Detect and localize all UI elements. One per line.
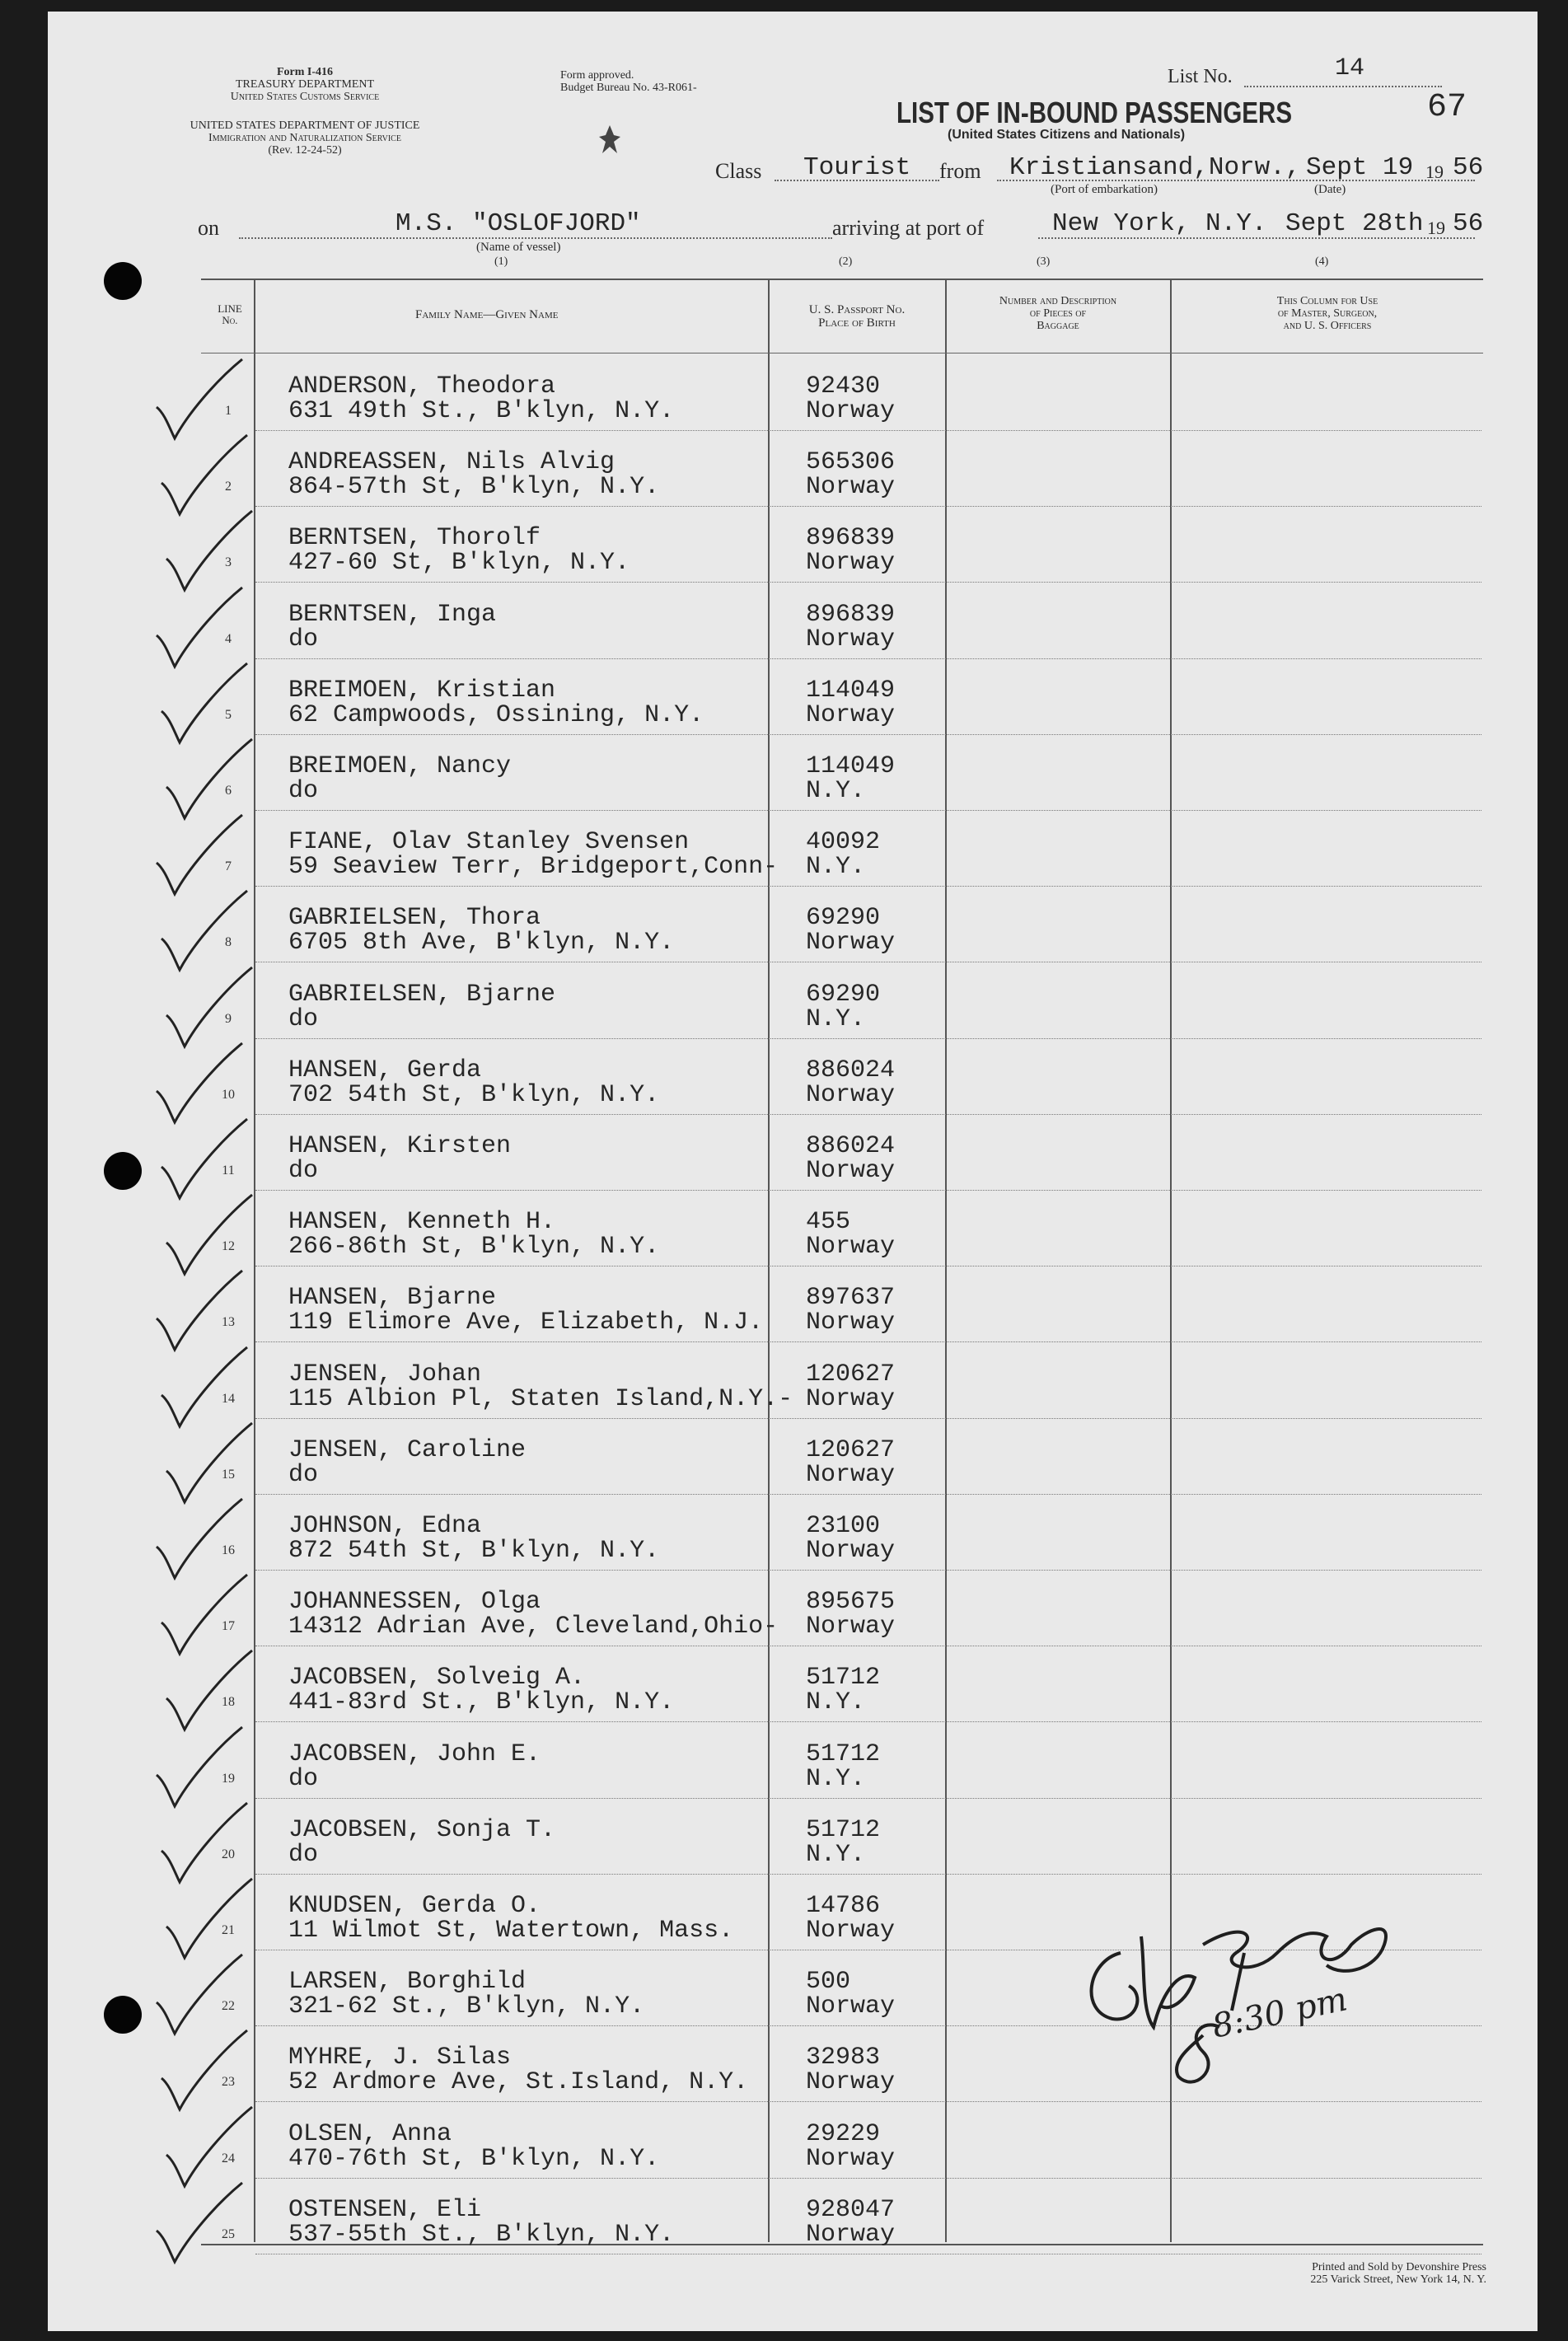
line-number: 9 <box>225 1011 232 1026</box>
place-of-birth: N.Y. <box>806 1764 866 1793</box>
row-divider <box>255 1874 1481 1875</box>
row-divider <box>255 1114 1481 1115</box>
col-header-baggage-1: Number and Description <box>999 295 1117 307</box>
line-number: 5 <box>225 707 232 722</box>
class-value: Tourist <box>803 153 911 182</box>
passport-number: 51712 <box>806 1739 881 1768</box>
passenger-address: 52 Ardmore Ave, St.Island, N.Y. <box>288 2068 749 2097</box>
checkmark-stroke <box>157 1271 242 1350</box>
passenger-name: MYHRE, J. Silas <box>288 2044 512 2072</box>
line-number: 23 <box>222 2075 235 2090</box>
list-no-dotted <box>1244 86 1442 87</box>
col-header-baggage-2: of Pieces of <box>1029 307 1087 320</box>
passport-number: 886024 <box>806 1132 896 1160</box>
passport-number: 896839 <box>806 524 896 553</box>
place-of-birth: Norway <box>806 2220 896 2249</box>
line-number: 19 <box>222 1771 235 1786</box>
row-divider <box>255 1494 1481 1495</box>
col-header-line-2: No. <box>222 314 238 326</box>
port-caption: (Port of embarkation) <box>1051 183 1158 196</box>
col-header-line-1: LINE <box>218 302 242 315</box>
row-divider <box>255 1798 1481 1799</box>
passport-number: 14786 <box>806 1892 881 1920</box>
vessel-col-number: (1) <box>494 255 508 268</box>
col-header-passport-2: Place of Birth <box>818 316 896 330</box>
passenger-name: JACOBSEN, John E. <box>288 1739 541 1768</box>
embark-year-prefix: 19 <box>1425 162 1444 182</box>
checkmark-stroke <box>166 1650 252 1730</box>
line-number: 2 <box>225 480 232 494</box>
passenger-address: 266-86th St, B'klyn, N.Y. <box>288 1233 660 1262</box>
place-of-birth: Norway <box>806 1613 896 1641</box>
place-of-birth: Norway <box>806 2144 896 2173</box>
passport-number: 896839 <box>806 600 896 629</box>
ins: Immigration and Naturalization Service <box>208 132 401 144</box>
passenger-address: 11 Wilmot St, Watertown, Mass. <box>288 1917 734 1945</box>
passenger-name: HANSEN, Gerda <box>288 1056 482 1084</box>
arrival-year-prefix: 19 <box>1427 218 1445 238</box>
checkmark-stroke <box>161 435 247 514</box>
place-of-birth: Norway <box>806 1537 896 1565</box>
place-of-birth: Norway <box>806 2068 896 2097</box>
line-number: 3 <box>225 555 232 570</box>
passport-number: 500 <box>806 1968 851 1997</box>
form-approved <box>560 69 697 94</box>
class-label: Class <box>715 159 762 183</box>
passenger-name: ANDERSON, Theodora <box>288 372 556 400</box>
passport-number: 565306 <box>806 448 896 477</box>
justice-header <box>190 119 420 157</box>
line-number: 13 <box>222 1315 235 1330</box>
col-header-baggage <box>948 295 1168 332</box>
passport-number: 928047 <box>806 2195 896 2224</box>
row-divider <box>255 1038 1481 1039</box>
col-header-officers <box>1172 295 1482 332</box>
row-divider <box>255 1341 1481 1342</box>
checkmark-stroke <box>157 359 242 438</box>
approved-text: Form approved. <box>560 69 634 82</box>
passenger-name: JACOBSEN, Sonja T. <box>288 1815 556 1844</box>
passport-number: 120627 <box>806 1360 896 1388</box>
arrival-year: 56 <box>1453 209 1484 238</box>
row-divider <box>255 506 1481 507</box>
checkmark-stroke <box>161 663 247 742</box>
place-of-birth: N.Y. <box>806 1840 866 1869</box>
checkmark-stroke <box>157 588 242 667</box>
passport-number: 895675 <box>806 1588 896 1617</box>
place-of-birth: Norway <box>806 1460 896 1489</box>
passport-number: 23100 <box>806 1512 881 1540</box>
passenger-name: OSTENSEN, Eli <box>288 2195 482 2224</box>
col-header-passport-1: U. S. Passport No. <box>808 303 906 316</box>
passenger-address: 441-83rd St., B'klyn, N.Y. <box>288 1688 675 1717</box>
checkmark-stroke <box>166 1195 252 1274</box>
checkmark-stroke <box>157 1955 242 2034</box>
row-divider <box>255 430 1481 431</box>
line-number: 11 <box>222 1163 235 1178</box>
vessel-name: M.S. "OSLOFJORD" <box>396 209 641 238</box>
passenger-name: JENSEN, Caroline <box>288 1435 527 1464</box>
passenger-name: FIANE, Olav Stanley Svensen <box>288 828 690 857</box>
form-header-left <box>190 66 420 103</box>
passenger-name: GABRIELSEN, Bjarne <box>288 980 556 1009</box>
line-number: 16 <box>222 1543 235 1557</box>
passenger-name: JOHNSON, Edna <box>288 1512 482 1540</box>
printer-imprint <box>1198 2261 1486 2286</box>
passport-number: 29229 <box>806 2119 881 2148</box>
place-of-birth: N.Y. <box>806 1688 866 1717</box>
row-divider <box>255 734 1481 735</box>
place-of-birth: Norway <box>806 1384 896 1413</box>
passenger-name: GABRIELSEN, Thora <box>288 904 541 933</box>
passenger-address: 470-76th St, B'klyn, N.Y. <box>288 2144 660 2173</box>
justice-dept: UNITED STATES DEPARTMENT OF JUSTICE <box>190 119 420 132</box>
passenger-address: 6705 8th Ave, B'klyn, N.Y. <box>288 929 675 957</box>
list-subtitle: (United States Citizens and Nationals) <box>948 128 1186 142</box>
arrival-time-note: 8:30 pm <box>1209 1980 1351 2046</box>
passenger-name: BERNTSEN, Inga <box>288 600 497 629</box>
row-divider <box>255 2178 1481 2179</box>
col-header-line <box>208 303 252 326</box>
row-divider <box>255 886 1481 887</box>
row-divider <box>255 1190 1481 1191</box>
col-header-passport <box>770 303 944 330</box>
checkmark-stroke <box>161 2030 247 2109</box>
passenger-name: KNUDSEN, Gerda O. <box>288 1892 541 1920</box>
punch-hole-bottom <box>104 1996 142 2034</box>
passenger-name: BREIMOEN, Nancy <box>288 752 512 780</box>
passenger-address: do <box>288 1764 319 1793</box>
place-of-birth: Norway <box>806 700 896 729</box>
passenger-address: 115 Albion Pl, Staten Island,N.Y.- <box>288 1384 793 1413</box>
page-number: 67 <box>1427 89 1467 126</box>
date-caption: (Date) <box>1314 183 1346 196</box>
line-number: 22 <box>222 1999 235 2014</box>
passenger-name: HANSEN, Bjarne <box>288 1284 497 1313</box>
col2-caption: (2) <box>839 255 853 268</box>
row-divider <box>255 1570 1481 1571</box>
passport-number: 886024 <box>806 1056 896 1084</box>
place-of-birth: Norway <box>806 1080 896 1109</box>
vessel-caption: (Name of vessel) <box>476 241 561 254</box>
checkmark-stroke <box>157 815 242 894</box>
checkmark-stroke <box>157 1043 242 1122</box>
line-number: 4 <box>225 631 232 646</box>
place-of-birth: N.Y. <box>806 777 866 805</box>
passenger-address: 119 Elimore Ave, Elizabeth, N.J. <box>288 1309 764 1337</box>
passenger-name: OLSEN, Anna <box>288 2119 452 2148</box>
checkmark-stroke <box>166 1423 252 1502</box>
place-of-birth: Norway <box>806 549 896 578</box>
place-of-birth: Norway <box>806 397 896 425</box>
list-title: LIST OF IN-BOUND PASSENGERS <box>896 96 1293 129</box>
col-header-name: Family Name—Given Name <box>415 308 559 321</box>
passport-number: 69290 <box>806 980 881 1009</box>
place-of-birth: Norway <box>806 1992 896 2021</box>
passenger-address: 62 Campwoods, Ossining, N.Y. <box>288 700 704 729</box>
row-divider <box>255 582 1481 583</box>
passenger-name: BERNTSEN, Thorolf <box>288 524 541 553</box>
passenger-address: do <box>288 1157 319 1185</box>
row-divider <box>255 658 1481 659</box>
line-number: 7 <box>225 859 232 874</box>
place-of-birth: Norway <box>806 1233 896 1262</box>
printer-line-2: 225 Varick Street, New York 14, N. Y. <box>1310 2273 1486 2286</box>
passport-number: 120627 <box>806 1435 896 1464</box>
line-number: 24 <box>222 2151 235 2165</box>
passport-number: 51712 <box>806 1664 881 1693</box>
passport-number: 114049 <box>806 676 896 705</box>
col-divider-3 <box>945 279 947 2242</box>
punch-hole-top <box>104 262 142 300</box>
checkmark-icon <box>150 2179 249 2270</box>
on-label: on <box>198 216 219 240</box>
embark-port: Kristiansand,Norw., <box>1009 153 1301 182</box>
passenger-address: 864-57th St, B'klyn, N.Y. <box>288 473 660 502</box>
passenger-address: 59 Seaview Terr, Bridgeport,Conn- <box>288 853 779 882</box>
place-of-birth: Norway <box>806 473 896 502</box>
line-number: 8 <box>225 935 232 950</box>
checkmark-stroke <box>166 1879 252 1958</box>
line-number: 1 <box>225 404 232 418</box>
line-number: 14 <box>222 1391 235 1406</box>
line-number: 17 <box>222 1619 235 1634</box>
passport-number: 455 <box>806 1208 851 1237</box>
passenger-name: JACOBSEN, Solveig A. <box>288 1664 586 1693</box>
passport-number: 69290 <box>806 904 881 933</box>
checkmark-stroke <box>166 967 252 1046</box>
col-header-officers-3: and U. S. Officers <box>1283 320 1372 332</box>
col-divider-2 <box>768 279 770 2242</box>
passport-number: 40092 <box>806 828 881 857</box>
checkmark-stroke <box>161 891 247 970</box>
row-divider <box>255 810 1481 811</box>
line-number: 10 <box>222 1087 235 1102</box>
embark-date: Sept 19 <box>1306 153 1414 182</box>
list-no-value: 14 <box>1335 54 1365 82</box>
eagle-emblem-icon <box>597 124 622 157</box>
arrival-date: Sept 28th <box>1285 209 1424 238</box>
passenger-address: do <box>288 625 319 653</box>
passenger-name: ANDREASSEN, Nils Alvig <box>288 448 615 477</box>
line-number: 20 <box>222 1847 235 1861</box>
place-of-birth: N.Y. <box>806 853 866 882</box>
col-header-officers-1: This Column for Use <box>1276 295 1378 307</box>
checkmark-stroke <box>166 511 252 590</box>
line-number: 6 <box>225 784 232 798</box>
passenger-address: 321-62 St., B'klyn, N.Y. <box>288 1992 645 2021</box>
passenger-address: 702 54th St, B'klyn, N.Y. <box>288 1080 660 1109</box>
checkmark-stroke <box>157 1499 242 1578</box>
place-of-birth: Norway <box>806 1309 896 1337</box>
passenger-name: LARSEN, Borghild <box>288 1968 527 1997</box>
customs-service: United States Customs Service <box>230 91 380 103</box>
col3-caption: (3) <box>1037 255 1051 268</box>
passenger-address: do <box>288 777 319 805</box>
budget-bureau: Budget Bureau No. 43-R061- <box>560 82 697 94</box>
place-of-birth: Norway <box>806 929 896 957</box>
checkmark-stroke <box>166 2107 252 2186</box>
line-number: 15 <box>222 1467 235 1482</box>
from-label: from <box>939 159 981 183</box>
checkmark-stroke <box>157 2183 242 2262</box>
checkmark-stroke <box>161 1347 247 1426</box>
list-no-label: List No. <box>1168 66 1233 87</box>
arrival-port: New York, N.Y. <box>1052 209 1267 238</box>
passenger-name: JENSEN, Johan <box>288 1360 482 1388</box>
col-header-baggage-3: Baggage <box>1037 320 1079 332</box>
place-of-birth: Norway <box>806 625 896 653</box>
passport-number: 51712 <box>806 1815 881 1844</box>
arriving-label: arriving at port of <box>832 216 985 240</box>
printer-line-1: Printed and Sold by Devonshire Press <box>1312 2261 1486 2273</box>
checkmark-stroke <box>161 1803 247 1882</box>
line-number: 21 <box>222 1923 235 1937</box>
line-number: 18 <box>222 1695 235 1710</box>
row-divider <box>255 1721 1481 1722</box>
passenger-address: do <box>288 1460 319 1489</box>
passenger-name: JOHANNESSEN, Olga <box>288 1588 541 1617</box>
passenger-address: do <box>288 1004 319 1033</box>
signature-text <box>1088 1920 1091 1921</box>
passport-number: 897637 <box>806 1284 896 1313</box>
checkmark-stroke <box>161 1575 247 1654</box>
place-of-birth: N.Y. <box>806 1004 866 1033</box>
passenger-address: do <box>288 1840 319 1869</box>
passenger-address: 872 54th St, B'klyn, N.Y. <box>288 1537 660 1565</box>
passenger-address: 427-60 St, B'klyn, N.Y. <box>288 549 630 578</box>
embark-year: 56 <box>1453 153 1484 182</box>
passenger-name: HANSEN, Kirsten <box>288 1132 512 1160</box>
form-number: Form I-416 <box>276 66 334 78</box>
col-header-officers-2: of Master, Surgeon, <box>1277 307 1378 320</box>
place-of-birth: Norway <box>806 1157 896 1185</box>
passenger-address: 14312 Adrian Ave, Cleveland,Ohio- <box>288 1613 779 1641</box>
punch-hole-middle <box>104 1152 142 1190</box>
passport-number: 92430 <box>806 372 881 400</box>
row-divider <box>255 1418 1481 1419</box>
passenger-name: HANSEN, Kenneth H. <box>288 1208 556 1237</box>
line-number: 25 <box>222 2226 235 2241</box>
passenger-name: BREIMOEN, Kristian <box>288 676 556 705</box>
line-number: 12 <box>222 1239 235 1254</box>
rev-date: (Rev. 12-24-52) <box>268 144 342 157</box>
passenger-address: 537-55th St., B'klyn, N.Y. <box>288 2220 675 2249</box>
checkmark-stroke <box>166 739 252 818</box>
passenger-address: 631 49th St., B'klyn, N.Y. <box>288 397 675 425</box>
col4-caption: (4) <box>1315 255 1329 268</box>
place-of-birth: Norway <box>806 1917 896 1945</box>
checkmark-stroke <box>161 1119 247 1198</box>
checkmark-stroke <box>157 1727 242 1806</box>
passport-number: 114049 <box>806 752 896 780</box>
treasury-dept: TREASURY DEPARTMENT <box>235 78 375 91</box>
passport-number: 32983 <box>806 2044 881 2072</box>
